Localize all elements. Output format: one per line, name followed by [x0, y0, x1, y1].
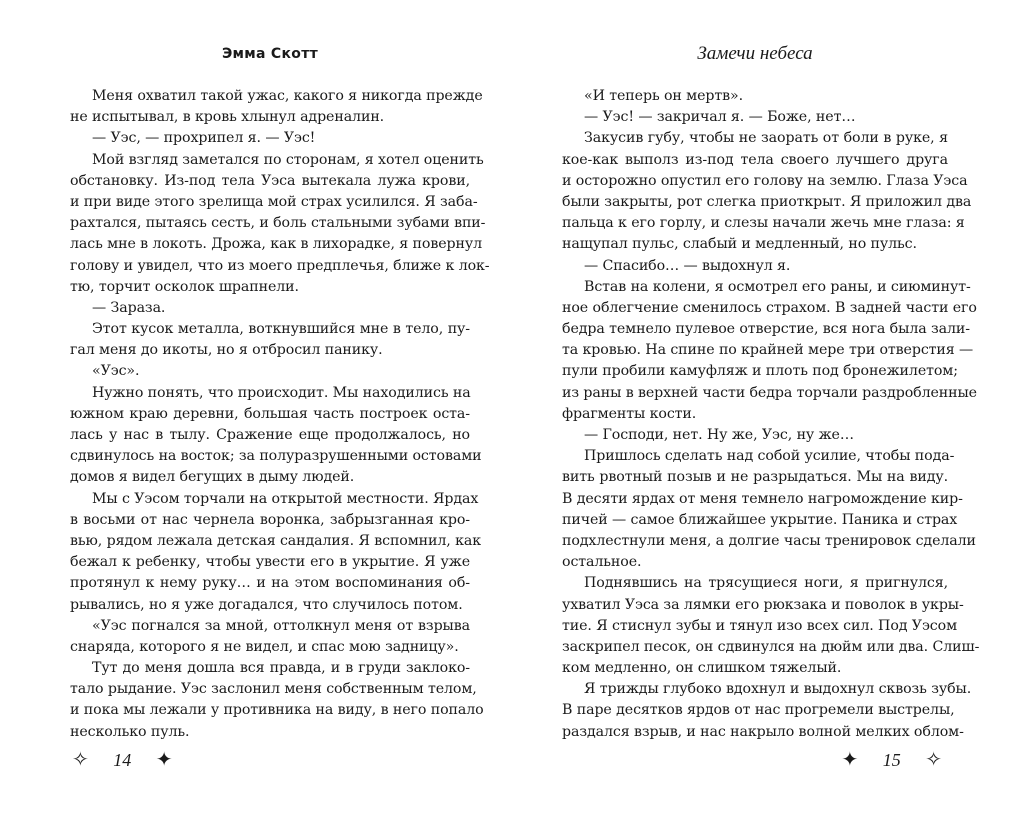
text-line: — Уэс, — прохрипел я. — Уэс! — [92, 130, 316, 147]
text-line: подхлестнули меня, а долгие часы тренировок сделали — [562, 532, 976, 549]
text-line: остальное. — [562, 554, 642, 571]
outline-star-icon: ✧ — [925, 749, 942, 771]
text-line: бедра темнело пулевое отверстие, вся нога была зали- — [562, 321, 970, 338]
text-line: Нужно понять, что происходит. Мы находились на — [92, 384, 471, 401]
right-page-text — [562, 86, 980, 743]
text-line: и осторожно опустил его голову на землю. Глаза Уэса — [562, 172, 968, 189]
text-line: ухватил Уэса за лямки его рюкзака и поволок в укры- — [562, 596, 964, 613]
text-line: вью, рядом лежала детская сандалия. Я вспомнил, как — [70, 532, 482, 549]
text-line: Мой взгляд заметался по сторонам, я хотел оценить — [92, 151, 484, 168]
text-line: и пока мы лежали у противника на виду, в него попало — [70, 702, 484, 719]
text-line: голову и увидел, что из моего предплечья, ближе к лок- — [70, 257, 490, 274]
text-line: Я трижды глубоко вдохнул и выдохнул сквозь зубы. — [584, 681, 972, 698]
text-line: заскрипел песок, он сдвинулся на дюйм или два. Слиш- — [562, 638, 980, 655]
text-line: В десяти ярдах от меня темнело нагромождение кир- — [562, 490, 963, 507]
text-line: тало рыдание. Уэс заслонил меня собственным телом, — [70, 681, 477, 698]
text-line: Закусив губу, чтобы не заорать от боли в руке, я — [584, 130, 948, 147]
text-line: кое-как выполз из-под тела своего лучшего друга — [562, 151, 948, 168]
text-line: Пришлось сделать над собой усилие, чтобы пода- — [584, 448, 955, 465]
solid-star-icon: ✦ — [841, 749, 859, 771]
text-line: тю, торчит осколок шрапнели. — [70, 278, 299, 295]
text-line: Этот кусок металла, воткнувшийся мне в тело, пу- — [92, 321, 470, 338]
text-line: В паре десятков ярдов от нас прогремели выстрелы, — [562, 702, 955, 719]
text-line: ком медленно, он слишком тяжелый. — [562, 660, 842, 677]
running-head-author: Эмма Скотт — [221, 46, 319, 62]
text-line: южном краю деревни, большая часть построек оста- — [70, 405, 470, 422]
text-line: обстановку. Из-под тела Уэса вытекала лужа крови, — [70, 172, 470, 189]
text-line: пальца к его горлу, и слезы начали жечь мне глаза: я — [562, 215, 965, 232]
text-line: были закрыты, рот слегка приоткрыт. Я приложил два — [562, 193, 972, 210]
text-line: пули пробили камуфляж и плоть под бронежилетом; — [562, 363, 958, 380]
text-line: раздался взрыв, и нас накрыло волной мелких облом- — [562, 723, 964, 740]
text-line: нащупал пульс, слабый и медленный, но пульс. — [562, 236, 917, 253]
text-line: сдвинулось на восток; за полуразрушенными остовами — [70, 448, 482, 465]
text-line: пичей — самое ближайшее укрытие. Паника и страх — [562, 511, 958, 528]
text-line: лась мне в локоть. Дрожа, как в лихорадке, я повернул — [70, 236, 482, 253]
outline-star-icon: ✧ — [72, 749, 89, 771]
text-line: Меня охватил такой ужас, какого я никогда прежде — [92, 88, 483, 104]
text-line: из раны в верхней части бедра торчали раздробленные — [562, 384, 977, 401]
text-line: — Спасибо… — выдохнул я. — [584, 257, 791, 274]
text-line: протянул к нему руку… и на этом воспоминания об- — [70, 575, 470, 592]
text-line: ное облегчение сменилось страхом. В задней части его — [562, 299, 977, 316]
text-line: несколько пуль. — [70, 723, 190, 740]
text-line: — Уэс! — закричал я. — Боже, нет… — [584, 109, 856, 126]
text-line: Тут до меня дошла вся правда, и в груди заклоко- — [92, 660, 470, 677]
text-line: бежал к ребенку, чтобы увести его в укрытие. Я уже — [70, 554, 470, 571]
text-line: и при виде этого зрелища мой страх усилился. Я заба- — [70, 193, 478, 210]
right-page-footer — [831, 748, 952, 772]
text-line: лась у нас в тылу. Сражение еще продолжалось, но — [70, 427, 470, 443]
running-head-title: Замечи небеса — [697, 43, 813, 64]
left-page — [70, 0, 490, 822]
text-line: Встав на колени, я осмотрел его раны, и сиюминут- — [584, 278, 971, 295]
text-line: в восьми от нас чернела воронка, забрызганная кро- — [70, 511, 470, 528]
text-line: «Уэс погнался за мной, оттолкнул меня от взрыва — [92, 617, 470, 634]
solid-star-icon: ✦ — [155, 749, 173, 771]
text-line: та кровью. На спине по крайней мере три отверстия — — [562, 342, 974, 359]
text-line: — Господи, нет. Ну же, Уэс, ну же… — [584, 427, 854, 443]
text-line: Мы с Уэсом торчали на открытой местности. Ярдах — [92, 490, 479, 507]
text-line: гал меня до икоты, но я отбросил панику. — [70, 342, 383, 359]
page-number-left: 14 — [113, 750, 132, 770]
left-page-text — [70, 86, 490, 743]
text-line: «И теперь он мертв». — [584, 88, 744, 104]
text-line: домов я видел бегущих в дыму людей. — [70, 469, 355, 486]
left-page-footer — [62, 748, 183, 772]
text-line: тие. Я стиснул зубы и тянул изо всех сил. Под Уэсом — [562, 617, 958, 634]
text-line: рывались, но я уже догадался, что случилось потом. — [70, 596, 463, 613]
text-line: «Уэс». — [92, 363, 140, 380]
text-line: вить рвотный позыв и не разрыдаться. Мы на виду. — [562, 469, 948, 486]
text-line: не испытывал, в кровь хлынул адреналин. — [70, 109, 385, 126]
text-line: фрагменты кости. — [562, 405, 697, 422]
text-line: — Зараза. — [92, 299, 166, 316]
text-line: рахтался, пытаясь сесть, и боль стальными зубами впи- — [70, 215, 486, 232]
text-line: снаряда, которого я не видел, и спас мою задницу». — [70, 638, 459, 655]
page-number-right: 15 — [882, 750, 901, 770]
text-line: Поднявшись на трясущиеся ноги, я пригнулся, — [584, 575, 948, 592]
right-page — [562, 0, 980, 822]
